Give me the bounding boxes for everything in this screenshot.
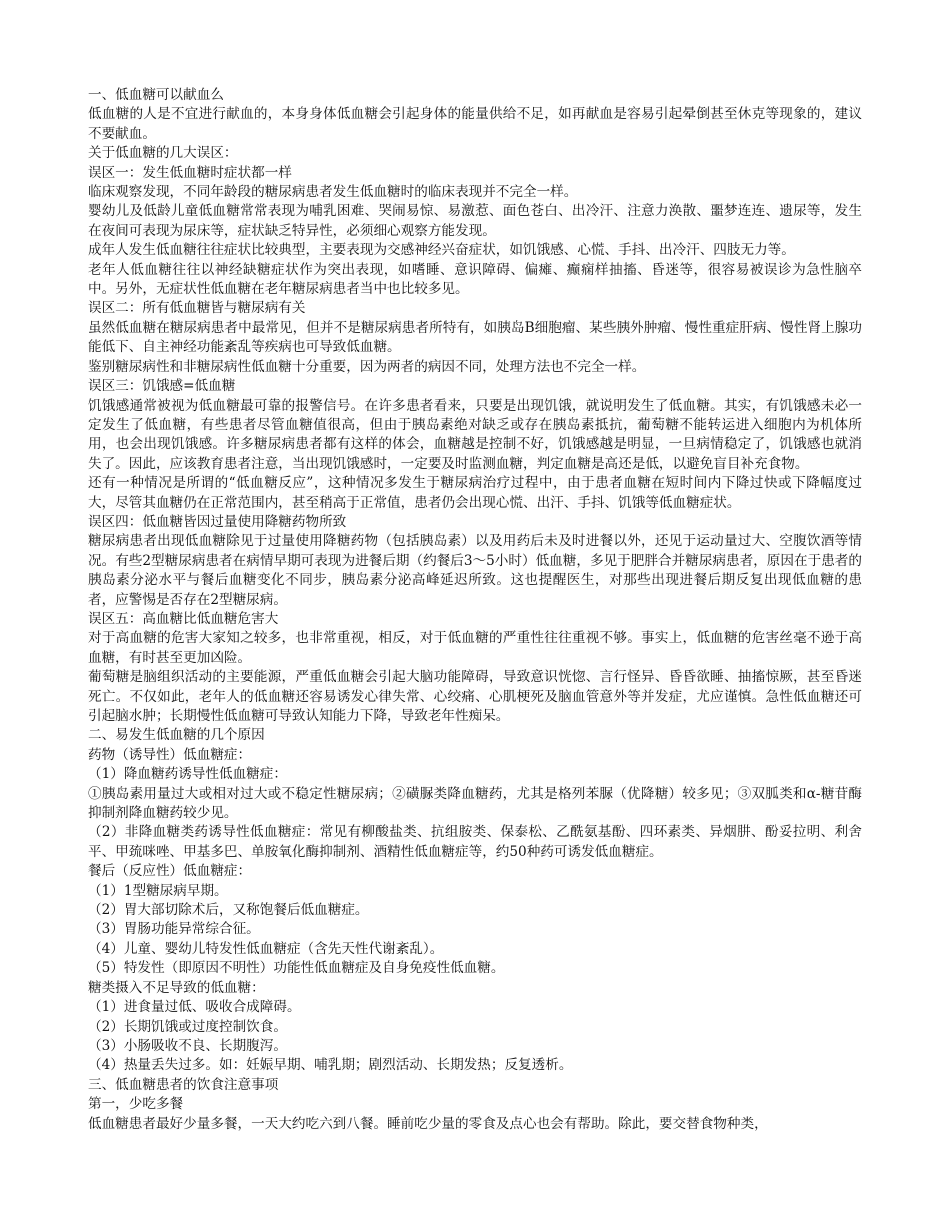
body-paragraph: 婴幼儿及低龄儿童低血糖常常表现为哺乳困难、哭闹易惊、易激惹、面色苍白、出冷汗、注意力涣散、噩梦连连、遗尿等，发生在夜间可表现为尿床等，症状缺乏特异性，必须细心观察方能发现。 (88, 203, 862, 239)
list-item: （4）儿童、婴幼儿特发性低血糖症（含先天性代谢紊乱）。 (88, 940, 444, 957)
list-item: （1）进食量过低、吸收合成障碍。 (88, 999, 301, 1016)
subsection-heading: 关于低血糖的几大误区： (88, 145, 238, 162)
list-item: （2）长期饥饿或过度控制饮食。 (88, 1018, 287, 1035)
body-paragraph: 成年人发生低血糖往往症状比较典型，主要表现为交感神经兴奋症状，如饥饿感、心慌、手抖、出冷汗、四肢无力等。 (88, 242, 795, 259)
myth-heading: 误区二：所有低血糖皆与糖尿病有关 (88, 300, 306, 317)
list-item: （2）非降血糖类药诱导性低血糖症：常见有柳酸盐类、抗组胺类、保泰松、乙酰氨基酚、四环素类、异烟肼、酚妥拉明、利舍平、甲巯咪唑、甲基多巴、单胺氧化酶抑制剂、酒精性低血糖症等，约50种药可诱发低血糖症。 (88, 824, 862, 860)
body-paragraph: 葡萄糖是脑组织活动的主要能源，严重低血糖会引起大脑功能障碍，导致意识恍惚、言行怪异、昏昏欲睡、抽搐惊厥，甚至昏迷死亡。不仅如此，老年人的低血糖还容易诱发心律失常、心绞痛、心肌梗死及脑血管意外等并发症，尤应谨慎。急性低血糖还可引起脑水肿；长期慢性低血糖可导致认知能力下降，导致老年性痴呆。 (88, 669, 862, 724)
body-paragraph: 糖尿病患者出现低血糖除见于过量使用降糖药物（包括胰岛素）以及用药后未及时进餐以外，还见于运动量过大、空腹饮酒等情况。有些2型糖尿病患者在病情早期可表现为进餐后期（约餐后3～5小时）低血糖，多见于肥胖合并糖尿病患者，原因在于患者的胰岛素分泌水平与餐后血糖变化不同步，胰岛素分泌高峰延迟所致。这也提醒医生，对那些出现进餐后期反复出现低血糖的患者，应警惕是否存在2型糖尿病。 (88, 533, 862, 608)
body-paragraph: ①胰岛素用量过大或相对过大或不稳定性糖尿病；②磺脲类降血糖药，尤其是格列苯脲（优降糖）较多见；③双胍类和α-糖苷酶抑制剂降血糖药较少见。 (88, 785, 862, 822)
subsection-heading: 餐后（反应性）低血糖症： (88, 863, 252, 880)
body-paragraph: 老年人低血糖往往以神经缺糖症状作为突出表现，如嗜睡、意识障碍、偏瘫、癫痫样抽搐、昏迷等，很容易被误诊为急性脑卒中。另外，无症状性低血糖在老年糖尿病患者当中也比较多见。 (88, 261, 862, 298)
section-heading: 三、低血糖患者的饮食注意事项 (88, 1076, 279, 1093)
list-item: （5）特发性（即原因不明性）功能性低血糖症及自身免疫性低血糖。 (88, 960, 505, 977)
myth-heading: 误区一：发生低血糖时症状都一样 (88, 164, 292, 181)
myth-heading: 误区三：饥饿感=低血糖 (88, 378, 236, 395)
list-item: （2）胃大部切除术后，又称饱餐后低血糖症。 (88, 902, 369, 919)
list-item: （3）胃肠功能异常综合征。 (88, 921, 260, 938)
body-paragraph: 临床观察发现，不同年龄段的糖尿病患者发生低血糖时的临床表现并不完全一样。 (88, 184, 578, 201)
body-paragraph: 虽然低血糖在糖尿病患者中最常见，但并不是糖尿病患者所特有，如胰岛B细胞瘤、某些胰外肿瘤、慢性重症肝病、慢性肾上腺功能低下、自主神经功能紊乱等疾病也可导致低血糖。 (88, 319, 862, 356)
section-heading: 一、低血糖可以献血么 (88, 87, 224, 103)
body-paragraph: 低血糖患者最好少量多餐，一天大约吃六到八餐。睡前吃少量的零食及点心也会有帮助。除此，要交替食物种类， (88, 1115, 768, 1132)
subsection-heading: 第一，少吃多餐 (88, 1096, 184, 1113)
body-paragraph: 低血糖的人是不宜进行献血的，本身身体低血糖会引起身体的能量供给不足，如再献血是容易引起晕倒甚至休克等现象的，建议不要献血。 (88, 106, 862, 142)
body-paragraph: 对于高血糖的危害大家知之较多，也非常重视，相反，对于低血糖的严重性往往重视不够。事实上，低血糖的危害丝毫不逊于高血糖，有时甚至更加凶险。 (88, 630, 862, 666)
list-item: （3）小肠吸收不良、长期腹泻。 (88, 1037, 287, 1054)
subsection-heading: 药物（诱导性）低血糖症： (88, 746, 252, 763)
myth-heading: 误区四：低血糖皆因过量使用降糖药物所致 (88, 513, 347, 530)
body-paragraph: 鉴别糖尿病性和非糖尿病性低血糖十分重要，因为两者的病因不同，处理方法也不完全一样。 (88, 358, 646, 375)
body-paragraph: 饥饿感通常被视为低血糖最可靠的报警信号。在许多患者看来，只要是出现饥饿，就说明发生了低血糖。其实，有饥饿感未必一定发生了低血糖，有些患者尽管血糖值很高，但由于胰岛素绝对缺乏或存在胰岛素抵抗，葡萄糖不能转运进入细胞内为机体所用，也会出现饥饿感。许多糖尿病患者都有这样的体会，血糖越是控制不好，饥饿感越是明显，一旦病情稳定了，饥饿感也就消失了。因此，应该教育患者注意，当出现饥饿感时，一定要及时监测血糖，判定血糖是高还是低，以避免盲目补充食物。 (88, 397, 862, 472)
subsection-heading: 糖类摄入不足导致的低血糖： (88, 979, 265, 996)
section-heading: 二、易发生低血糖的几个原因 (88, 727, 265, 744)
list-item: （1）降血糖药诱导性低血糖症： (88, 766, 287, 783)
body-paragraph: 还有一种情况是所谓的“低血糖反应”，这种情况多发生于糖尿病治疗过程中，由于患者血糖在短时间内下降过快或下降幅度过大，尽管其血糖仍在正常范围内，甚至稍高于正常值，患者仍会出现心慌、出汗、手抖、饥饿等低血糖症状。 (88, 475, 862, 511)
myth-heading: 误区五：高血糖比低血糖危害大 (88, 610, 279, 627)
list-item: （1）1型糖尿病早期。 (88, 882, 228, 899)
list-item: （4）热量丢失过多。如：妊娠早期、哺乳期；剧烈活动、长期发热；反复透析。 (88, 1057, 573, 1074)
